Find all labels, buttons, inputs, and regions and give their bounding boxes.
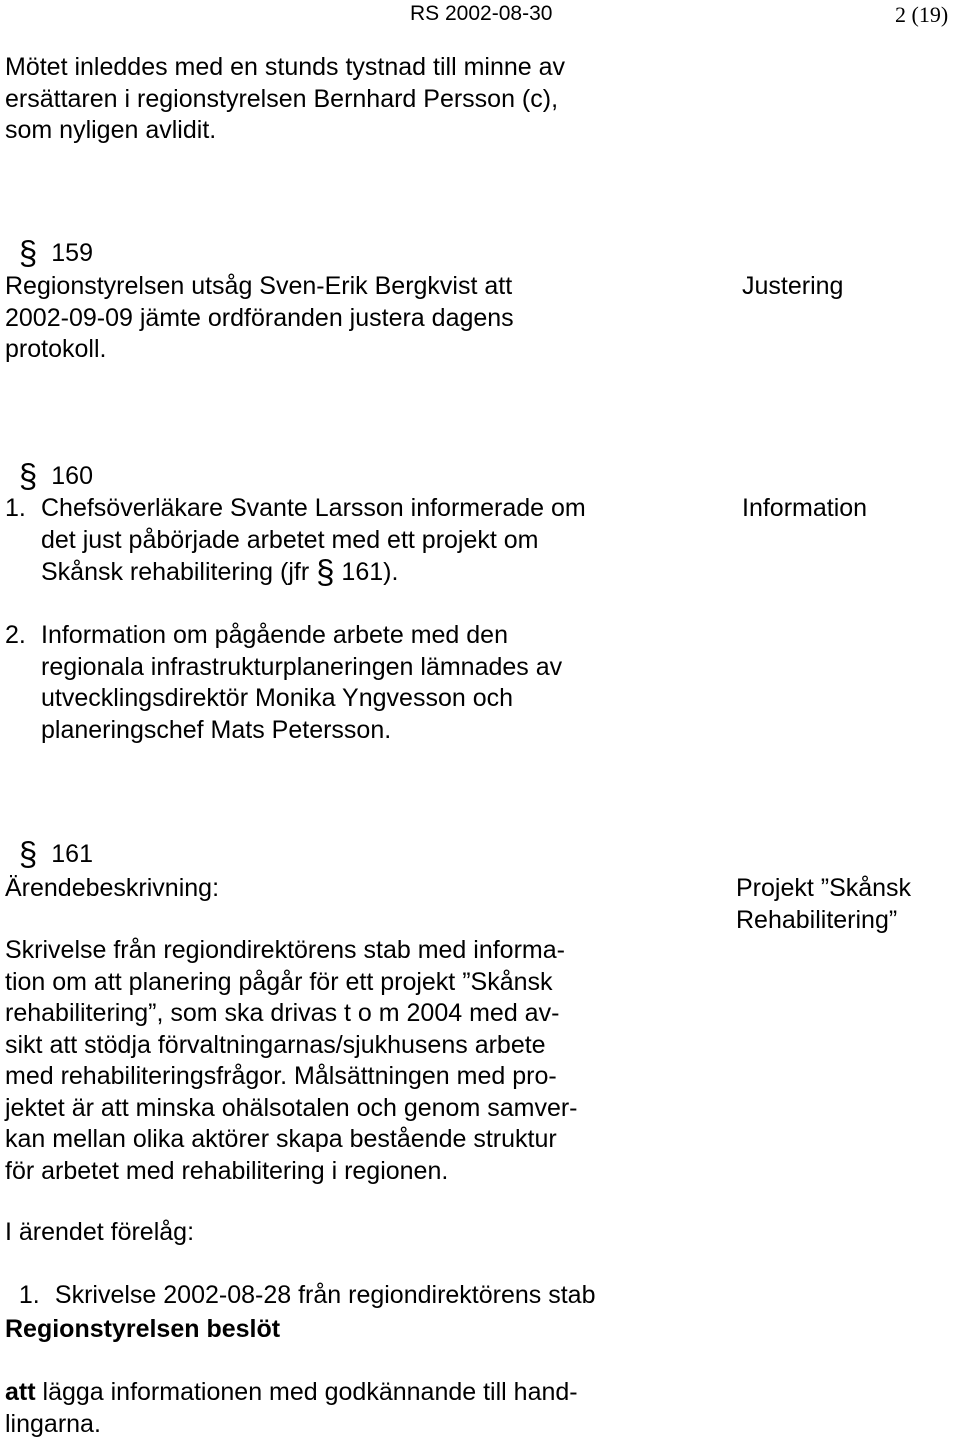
text-line: för arbetet med rehabilitering i regionen. <box>5 1156 449 1185</box>
text-line: utvecklingsdirektör Monika Yngvesson och <box>41 684 514 712</box>
margin-label-project <box>736 873 911 936</box>
case-description-heading: Ärendebeskrivning: <box>5 874 220 902</box>
attachment-text: Skrivelse 2002-08-28 från regiondirektörens stab <box>54 1280 596 1309</box>
text-line: rehabilitering”, som ska drivas t o m 2004 med av- <box>5 999 560 1027</box>
margin-label-information: Information <box>742 494 868 522</box>
text-line: Skrivelse från regiondirektörens stab med informa- <box>5 936 565 964</box>
section-symbol: § <box>18 834 38 872</box>
section-160-item-1 <box>5 493 586 589</box>
text-line: 2002-09-09 jämte ordföranden justera dagens <box>5 303 514 332</box>
attachments-heading: I ärendet förelåg: <box>5 1218 195 1246</box>
text-line: Skånsk rehabilitering (jfr § 161). <box>41 553 399 590</box>
text-line: regionala infrastrukturplaneringen lämnades av <box>41 652 563 681</box>
section-160-heading <box>5 428 93 492</box>
section-number: 160 <box>51 461 93 490</box>
section-number: 161 <box>51 839 93 868</box>
text-line: planeringschef Mats Petersson. <box>41 715 392 744</box>
list-number: 1. <box>18 1280 40 1309</box>
document-id: RS 2002-08-30 <box>410 2 553 25</box>
text-line: det just påbörjade arbetet med ett projekt om <box>41 525 539 554</box>
text-line: med rehabiliteringsfrågor. Målsättningen med pro- <box>5 1062 557 1090</box>
attachment-item <box>5 1248 595 1311</box>
list-number: 1. <box>5 494 26 522</box>
text-line: sikt att stödja förvaltningarnas/sjukhusens arbete <box>5 1030 546 1059</box>
text-line: jektet är att minska ohälsotalen och genom samver- <box>5 1093 578 1122</box>
margin-label-justering: Justering <box>742 272 844 300</box>
text-line: protokoll. <box>5 335 107 363</box>
text-line: tion om att planering pågår för ett projekt ”Skånsk <box>5 967 553 996</box>
section-number: 159 <box>51 238 93 267</box>
text-line: Mötet inleddes med en stunds tystnad till minne av <box>5 53 566 81</box>
decision-heading: Regionstyrelsen beslöt <box>5 1315 281 1343</box>
page-number: 2 (19) <box>895 2 949 27</box>
section-159-heading <box>5 205 93 269</box>
section-symbol: § <box>18 456 38 494</box>
list-number: 2. <box>5 621 26 649</box>
text-line: Regionstyrelsen utsåg Sven-Erik Bergkvist att <box>5 272 513 300</box>
section-160-item-2 <box>5 620 562 746</box>
opening-paragraph <box>5 52 565 147</box>
text-line: Projekt ”Skånsk <box>736 874 912 902</box>
section-159-body <box>5 271 514 366</box>
text-line: 2. Information om pågående arbete med den <box>5 620 562 652</box>
case-description-body <box>5 935 578 1187</box>
section-161-heading <box>5 806 93 870</box>
section-symbol: § <box>316 553 335 590</box>
section-symbol: § <box>18 233 38 271</box>
text-line: lingarna. <box>5 1409 101 1438</box>
decision-keyword: att <box>5 1378 36 1406</box>
text-line: 1. Chefsöverläkare Svante Larsson informerade om <box>5 493 586 525</box>
text-line: kan mellan olika aktörer skapa bestående struktur <box>5 1125 557 1153</box>
text-line: att lägga informationen med godkännande till hand- <box>5 1378 578 1406</box>
text-line: Rehabilitering” <box>736 905 898 934</box>
decision-body <box>5 1377 578 1440</box>
text-line: som nyligen avlidit. <box>5 116 217 144</box>
text-line: ersättaren i regionstyrelsen Bernhard Persson (c), <box>5 84 559 113</box>
